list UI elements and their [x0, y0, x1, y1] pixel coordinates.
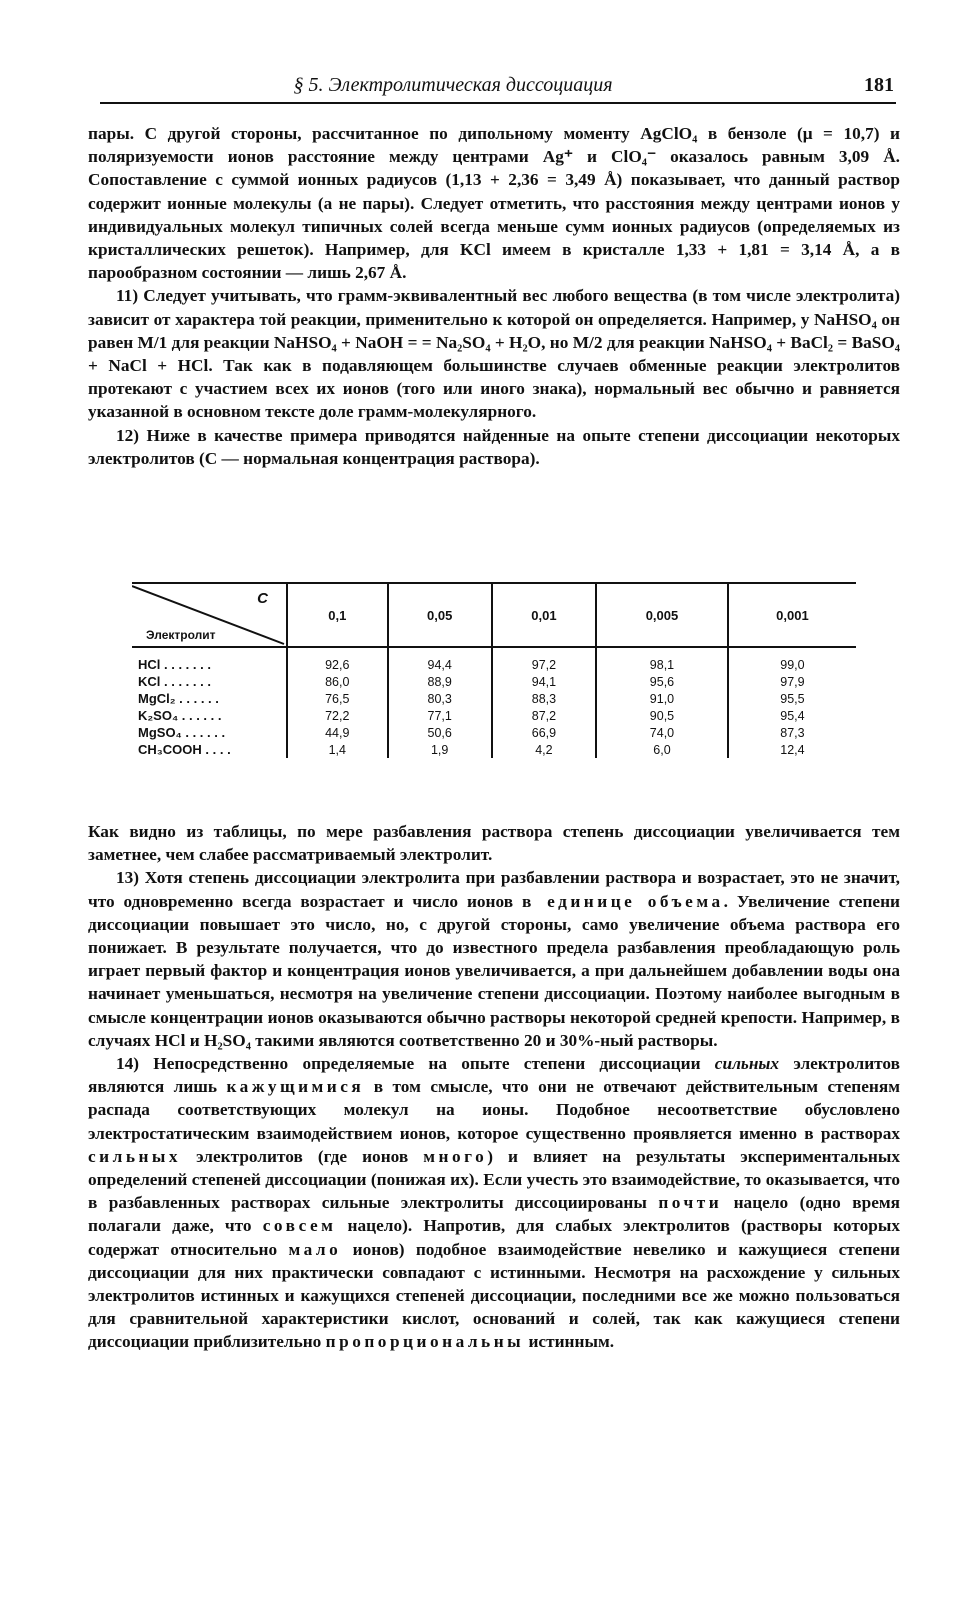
table-cell: 87,3: [780, 725, 805, 740]
spaced-emphasis: пропорциональны: [325, 1332, 525, 1352]
text-run: в том смысле, что они не отвечают действительным степеням распада соответствующих молекул на ионы. Подобное несоответствие обусловлено электростатическим взаимодействием ионов, которое существенно проявляется именно в растворах: [88, 1077, 901, 1143]
table-cell: 94,4: [388, 647, 492, 673]
table-row: [132, 707, 856, 724]
text-run: ионов) подобное взаимодействие невелико и кажущиеся степени диссоциации для них практически совпадают с истинными. Несмотря на расхождение у сильных электролитов истинных и кажущихся степеней диссоциации, последними все же можно пользоваться для сравнительной характеристики кислот, оснований и солей, так как кажущиеся степени диссоциации приблизительно: [88, 1239, 901, 1352]
table-cell: 90,5: [596, 707, 728, 724]
paragraph-note-11: 11) Следует учитывать, что грамм-эквивалентный вес любого вещества (в том числе электролита) зависит от характера той реакции, применительно к которой он определяется. Например, у NaHSO₄ он равен M/1 для реакции NaHSO₄ + NaOH = = Na₂SO₄ + H₂O, но M/2 для реакции NaHSO₄ + BaCl₂ = BaSO₄ + NaCl + HCl. Так как в подавляющем большинстве случаев обменные реакции электролитов протекают с участием всех их ионов (того или иного знака), нормальный вес обычно и равняется указанной в основном тексте доле грамм-молекулярного.: [88, 286, 900, 422]
electrolyte-name: HCl . . . . . . .: [132, 647, 287, 673]
table-cell: 12,4: [780, 742, 805, 757]
table-cell: 88,9: [388, 673, 492, 690]
electrolyte-name: CH₃COOH . . . .: [132, 741, 287, 758]
table-cell: 4,2: [492, 741, 596, 758]
text-block-top: [88, 122, 900, 470]
table-cell: 97,9: [780, 674, 805, 689]
table-cell: 1,4: [287, 741, 388, 758]
table-cell: 98,1: [596, 647, 728, 673]
table-cell: 1,9: [388, 741, 492, 758]
spaced-emphasis: сильных: [88, 1146, 182, 1166]
table-cell: 44,9: [287, 724, 388, 741]
spaced-emphasis: мало: [288, 1239, 342, 1259]
column-header: 0,01: [492, 583, 596, 647]
spaced-emphasis: в единице объема: [521, 891, 724, 911]
table-cell: 91,0: [596, 690, 728, 707]
running-header: [100, 72, 896, 104]
spaced-emphasis: почти: [658, 1193, 723, 1213]
text-run: электролитов (где ионов: [181, 1146, 424, 1166]
paragraph: пары. С другой стороны, рассчитанное по дипольному моменту AgClO₄ в бензоле (μ = 10,7) и поляризуемости ионов расстояние между центрами Ag⁺ и ClO₄⁻ оказалось равным 3,09 Å. Сопоставление с суммой ионных радиусов (1,13 + 2,36 = 3,49 Å) показывает, что данный раствор содержит ионные молекулы (а не пары). Следует отметить, что расстояния между центрами ионов у индивидуальных молекул типичных солей всегда меньше сумм ионных радиусов (определяемых из кристаллических решеток). Например, для KCl имеем в кристалле 1,33 + 1,81 = 3,14 Å, а в парообразном состоянии — лишь 2,67 Å.: [88, 124, 900, 283]
table-cell: 66,9: [492, 724, 596, 741]
electrolyte-name: MgCl₂ . . . . . .: [132, 690, 287, 707]
text-run: ) и влияет на результаты экспериментальных определений степеней диссоциации (понижая их). Если учесть это взаимодействие, то оказывается, что в разбавленных растворах сильные электролиты диссоциированы: [88, 1146, 900, 1213]
electrolyte-name: KCl . . . . . . .: [132, 673, 287, 690]
table-cell: 88,3: [492, 690, 596, 707]
electrolyte-name: K₂SO₄ . . . . . .: [132, 707, 287, 724]
paragraph-note-12: 12) Ниже в качестве примера приводятся найденные на опыте степени диссоциации некоторых электролитов (C — нормальная концентрация раствора).: [88, 425, 900, 468]
page-number: 181: [864, 74, 894, 96]
table-cell: 99,0: [780, 657, 805, 672]
text-block-bottom: [88, 820, 900, 1354]
column-header: 0,1: [287, 583, 388, 647]
electrolyte-name: MgSO₄ . . . . . .: [132, 724, 287, 741]
text-run: . Увеличение степени диссоциации повышает это число, но, с другой стороны, само увеличение объема раствора его понижает. В результате получается, что до известного предела разбавления преобладающую роль играет первый фактор и концентрация ионов увеличивается, а при дальнейшем добавлении воды она начинает уменьшаться, несмотря на увеличение степени диссоциации. Поэтому наиболее выгодным в смысле концентрации ионов оказываются обычно растворы некоторой средней крепости. Например, в случаях HCl и H₂SO₄ такими являются соответственно 20 и 30%-ный растворы.: [88, 891, 900, 1050]
table-cell: 94,1: [492, 673, 596, 690]
table-cell: 86,0: [287, 673, 388, 690]
spaced-emphasis: кажущимися: [226, 1077, 365, 1097]
table-cell: 76,5: [287, 690, 388, 707]
italic-emphasis: сильных: [714, 1054, 780, 1074]
spaced-emphasis: совсем: [262, 1216, 337, 1236]
table-cell: 6,0: [596, 741, 728, 758]
section-title: § 5. Электролитическая диссоциация: [293, 74, 613, 96]
paragraph-note-14: [88, 1052, 900, 1354]
column-header: 0,001: [728, 583, 856, 647]
table-row: [132, 690, 856, 707]
electrolyte-label: Электролит: [146, 628, 216, 642]
text-run: истинным.: [524, 1332, 615, 1352]
table-row: [132, 724, 856, 741]
concentration-label: C: [257, 590, 268, 607]
table-cell: 97,2: [492, 647, 596, 673]
dissociation-table: [132, 582, 856, 782]
table-row: [132, 741, 856, 758]
table-row: [132, 673, 856, 690]
table-cell: 95,4: [780, 708, 805, 723]
table-cell: 80,3: [388, 690, 492, 707]
table-cell: 74,0: [596, 724, 728, 741]
table-corner-header: [132, 583, 287, 647]
table-cell: 95,5: [780, 691, 805, 706]
table-cell: 87,2: [492, 707, 596, 724]
text-run: нацело (одно время полагали даже, что: [88, 1193, 900, 1236]
table-cell: 77,1: [388, 707, 492, 724]
text-run: нацело). Напротив, для слабых электролитов (растворы которых содержат относительно: [88, 1216, 900, 1259]
table-cell: 92,6: [287, 647, 388, 673]
text-run: 13) Хотя степень диссоциации электролита при разбавлении раствора и возрастает, это не значит, что одновременно всегда возрастает и число ионов: [88, 868, 900, 911]
column-header: 0,005: [596, 583, 728, 647]
column-header: 0,05: [388, 583, 492, 647]
table-cell: 72,2: [287, 707, 388, 724]
text-run: 14) Непосредственно определяемые на опыте степени диссоциации: [116, 1054, 715, 1074]
spaced-emphasis: много: [423, 1146, 488, 1166]
table-row: [132, 647, 856, 673]
paragraph: Как видно из таблицы, по мере разбавления раствора степень диссоциации увеличивается тем заметнее, чем слабее рассматриваемый электролит.: [88, 822, 900, 865]
table-cell: 95,6: [596, 673, 728, 690]
paragraph-note-13: [88, 866, 900, 1052]
text-run: электролитов являются лишь: [88, 1054, 900, 1097]
table-cell: 50,6: [388, 724, 492, 741]
